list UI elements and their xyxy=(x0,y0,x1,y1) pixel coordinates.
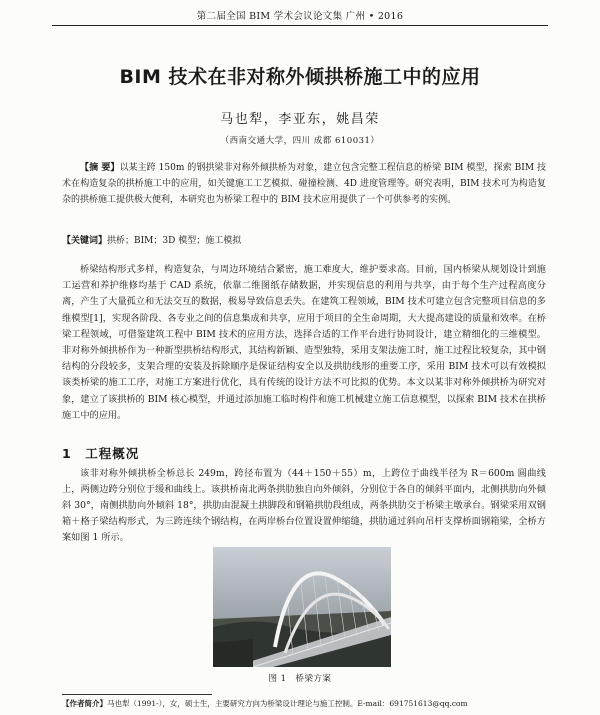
paper-title: BIM 技术在非对称外倾拱桥施工中的应用 xyxy=(119,66,481,88)
bridge-rendering xyxy=(213,547,391,667)
figure-caption: 图 1 桥梁方案 xyxy=(268,674,332,684)
affiliation: （西南交通大学，四川 成都 610031） xyxy=(220,136,380,146)
footnote-label: 【作者简介】 xyxy=(62,699,107,708)
keywords-text: 拱桥；BIM；3D 模型；施工模拟 xyxy=(107,236,242,246)
abstract xyxy=(62,160,546,208)
footnote-text: 马也犁（1991-），女，硕士生，主要研究方向为桥梁设计理论与施工控制。E-mail：691751613@qq.com xyxy=(107,699,468,708)
section-1-heading: 1 工程概况 xyxy=(62,446,140,461)
bridge-figure xyxy=(213,547,391,667)
keywords xyxy=(62,234,546,248)
authors: 马也犁，李亚东，姚昌荣 xyxy=(220,112,380,127)
section-1-paragraph: 该非对称外倾拱桥全桥总长 249m，跨径布置为（44＋150＋55）m，上跨位于曲线半径为 R＝600m 圆曲线上，两侧边跨分别位于缓和曲线上。该拱桥南北两条拱肋独自向外倾斜，分别位于各自的倾斜平面内，北侧拱肋向外倾斜 30°，南侧拱肋向外倾斜 18°，拱肋由混凝土拱脚段和钢箱拱肋段组成，两条拱肋交于桥梁主墩承台。钢梁采用双钢箱＋格子梁结构形式，为三跨连续个钢结构，在两岸桥台位置设置伸缩缝，拱肋通过斜向吊杆支撑桥面钢箱梁，全桥方案如图 1 所示。 xyxy=(62,468,546,543)
foreground-foliage xyxy=(213,639,253,667)
abstract-text: 以某主跨 150m 的钢拱梁非对称外倾拱桥为对象，建立包含完整工程信息的桥梁 BIM 模型，探索 BIM 技术在构造复杂的拱桥施工中的应用，如关键施工工艺模拟、碰撞检测、4D 进度管理等。研究表明，BIM 技术可为构造复杂的拱桥施工提供极大便利，本研究也为桥梁工程中的 BIM 技术应用提供了一个可供参考的实例。 xyxy=(62,163,546,205)
abstract-label: 【摘 要】 xyxy=(80,163,120,173)
intro-paragraph: 桥梁结构形式多样，构造复杂，与周边环境结合紧密，施工难度大，维护要求高。目前，国内桥梁从规划设计到施工运营和养护维修均基于 CAD 系统，依靠二维图纸存储数据，并实现信息的利用与共享，由于每个生产过程高度分离，产生了大量孤立和无法交互的数据，极易导致信息丢失。在建筑工程领域，BIM 技术可建立包含完整项目信息的多维模型[1]，实现各阶段、各专业之间的信息集成和共享，应用于项目的全生命周期，大大提高建设的质量和效率。在桥梁工程领域，可借鉴建筑工程中 BIM 技术的应用方法，选择合适的工作平台进行协同设计，建立精细化的三维模型。非对称外倾拱桥作为一种新型拱桥结构形式，其结构新颖、造型独特，采用支架法施工时，施工过程比较复杂，其中钢结构的分段较多，支架合理的安装及拆除顺序是保证结构安全以及拱肋线形的重要工序，采用 BIM 技术可以有效模拟该类桥梁的施工工序，对施工方案进行优化，具有传统的设计方法不可比拟的优势。本文以某非对称外倾拱桥为研究对象，建立了该拱桥的 BIM 核心模型，并通过添加施工临时构件和施工机械建立施工信息模型，以探索 BIM 技术在拱桥施工中的应用。 xyxy=(62,264,546,421)
running-header: 第二届全国 BIM 学术会议论文集 广州 • 2016 xyxy=(52,4,548,26)
keywords-label: 【关键词】 xyxy=(62,236,108,246)
author-footnote xyxy=(62,698,552,709)
footnote-rule xyxy=(62,694,212,695)
